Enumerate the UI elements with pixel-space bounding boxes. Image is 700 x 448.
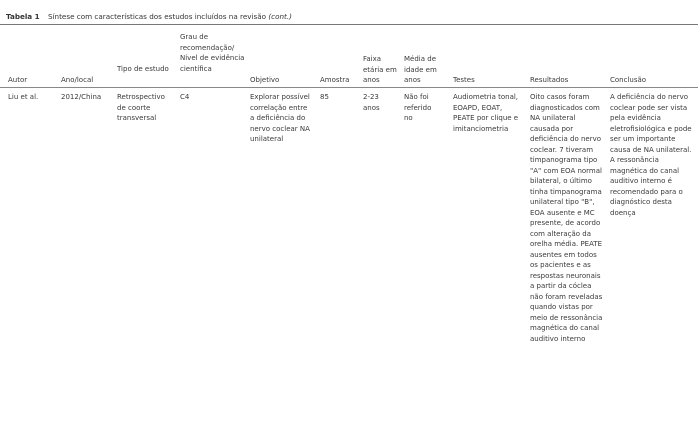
header-conclusao: Conclusão	[610, 76, 647, 84]
header-faixa-etaria: Faixa etária em anos	[363, 55, 397, 84]
cell-grau: C4	[180, 93, 190, 101]
table-label: Tabela 1	[6, 12, 40, 21]
header-testes: Testes	[453, 76, 475, 84]
cell-objetivo: Explorar possível correlação entre a deficiência do nervo coclear NA unilateral	[250, 93, 310, 143]
cell-resultados: Oito casos foram diagnosticados com NA unilateral causada por deficiência do nervo coclear. 7 tiveram timpanograma tipo "A" com EOA normal bilateral, o último tinha timpanograma unilateral tipo "B", EOA ausente e MC presente, de acordo com alteração da orelha média. PEATE ausentes em todos os pacientes e as respostas neuronais a partir da cóclea não foram reveladas quando vistas por meio de ressonância magnética do canal auditivo interno	[530, 93, 603, 343]
cell-media-idade: Não foi referido no	[404, 93, 432, 122]
table-header-rule	[0, 87, 698, 88]
cell-conclusao: A deficiência do nervo coclear pode ser vista pela evidência eletrofisiológica e pode ser um importante causa de NA unilateral. A ressonância magnética do canal auditivo interno é recomendado para o diagnóstico desta doença	[610, 93, 692, 217]
header-autor: Autor	[8, 76, 28, 84]
header-grau: Grau de recomendação/ Nível de evidência científica	[180, 33, 245, 73]
cell-tipo-estudo: Retrospectivo de coorte transversal	[117, 93, 165, 122]
table-title: Síntese com características dos estudos incluídos na revisão	[47, 12, 267, 21]
cell-autor: Liu et al.	[8, 93, 39, 101]
header-media-idade: Média de idade em anos	[404, 55, 437, 84]
header-ano-local: Ano/local	[61, 76, 94, 84]
cell-amostra: 85	[320, 93, 329, 101]
cell-testes: Audiometria tonal, EOAPD, EOAT, PEATE por clique e imitanciometria	[453, 93, 519, 133]
header-tipo-estudo: Tipo de estudo	[117, 65, 169, 73]
header-resultados: Resultados	[530, 76, 569, 84]
table-caption	[6, 12, 292, 21]
table-continuation: (cont.)	[268, 12, 292, 21]
cell-ano-local: 2012/China	[61, 93, 102, 101]
header-objetivo: Objetivo	[250, 76, 280, 84]
cell-faixa-etaria: 2-23 anos	[363, 93, 380, 112]
header-amostra: Amostra	[320, 76, 350, 84]
table-top-rule	[0, 24, 698, 25]
